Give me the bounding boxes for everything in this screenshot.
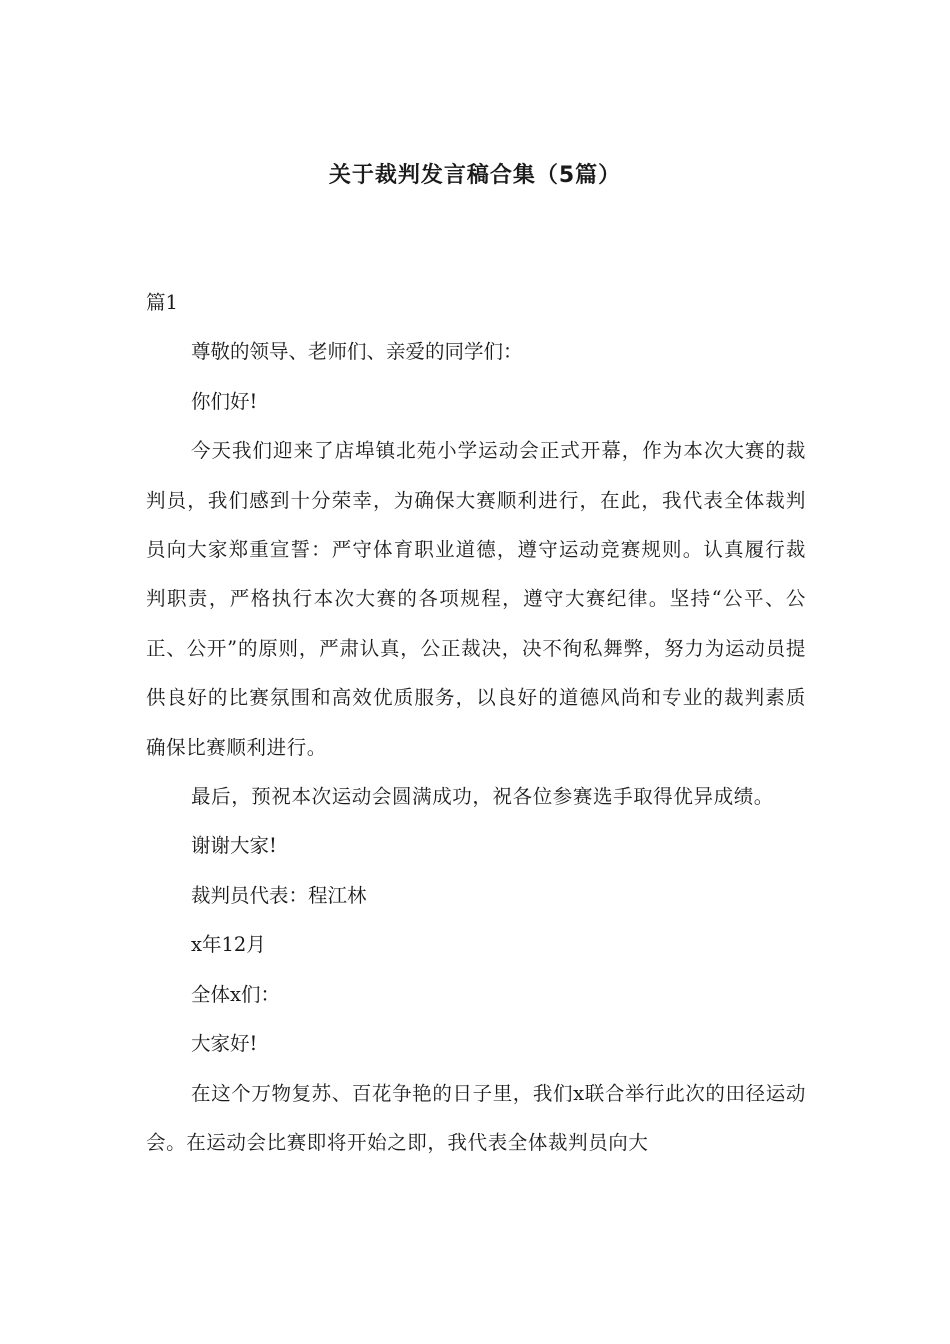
document-title: 关于裁判发言稿合集（5篇）: [328, 163, 622, 188]
salutation: 尊敬的领导、老师们、亲爱的同学们：: [191, 340, 523, 364]
thanks-line: 谢谢大家!: [191, 834, 277, 858]
greeting-2: 大家好!: [191, 1032, 258, 1056]
closing-paragraph: 最后，预祝本次运动会圆满成功，祝各位参赛选手取得优异成绩。: [191, 785, 774, 809]
greeting: 你们好!: [191, 389, 258, 413]
body-paragraph-2: 在这个万物复苏、百花争艳的日子里，我们x联合举行此次的田径运动会。在运动会比赛即将开始之即，我代表全体裁判员向大: [146, 1081, 806, 1154]
document-body: [146, 278, 806, 1167]
body-paragraph: 今天我们迎来了店埠镇北苑小学运动会正式开幕，作为本次大赛的裁判员，我们感到十分荣幸，为确保大赛顺利进行，在此，我代表全体裁判员向大家郑重宣誓：严守体育职业道德，遵守运动竞赛规则。认真履行裁判职责，严格执行本次大赛的各项规程，遵守大赛纪律。坚持“公平、公正、公开”的原则，严肃认真，公正裁决，决不徇私舞弊，努力为运动员提供良好的比赛氛围和高效优质服务，以良好的道德风尚和专业的裁判素质确保比赛顺利进行。: [146, 439, 806, 759]
signature-line: 裁判员代表：程江林: [191, 883, 367, 907]
date-line: x年12月: [191, 933, 266, 957]
salutation-2: 全体x们：: [191, 982, 280, 1006]
section-heading: 篇1: [146, 291, 178, 314]
